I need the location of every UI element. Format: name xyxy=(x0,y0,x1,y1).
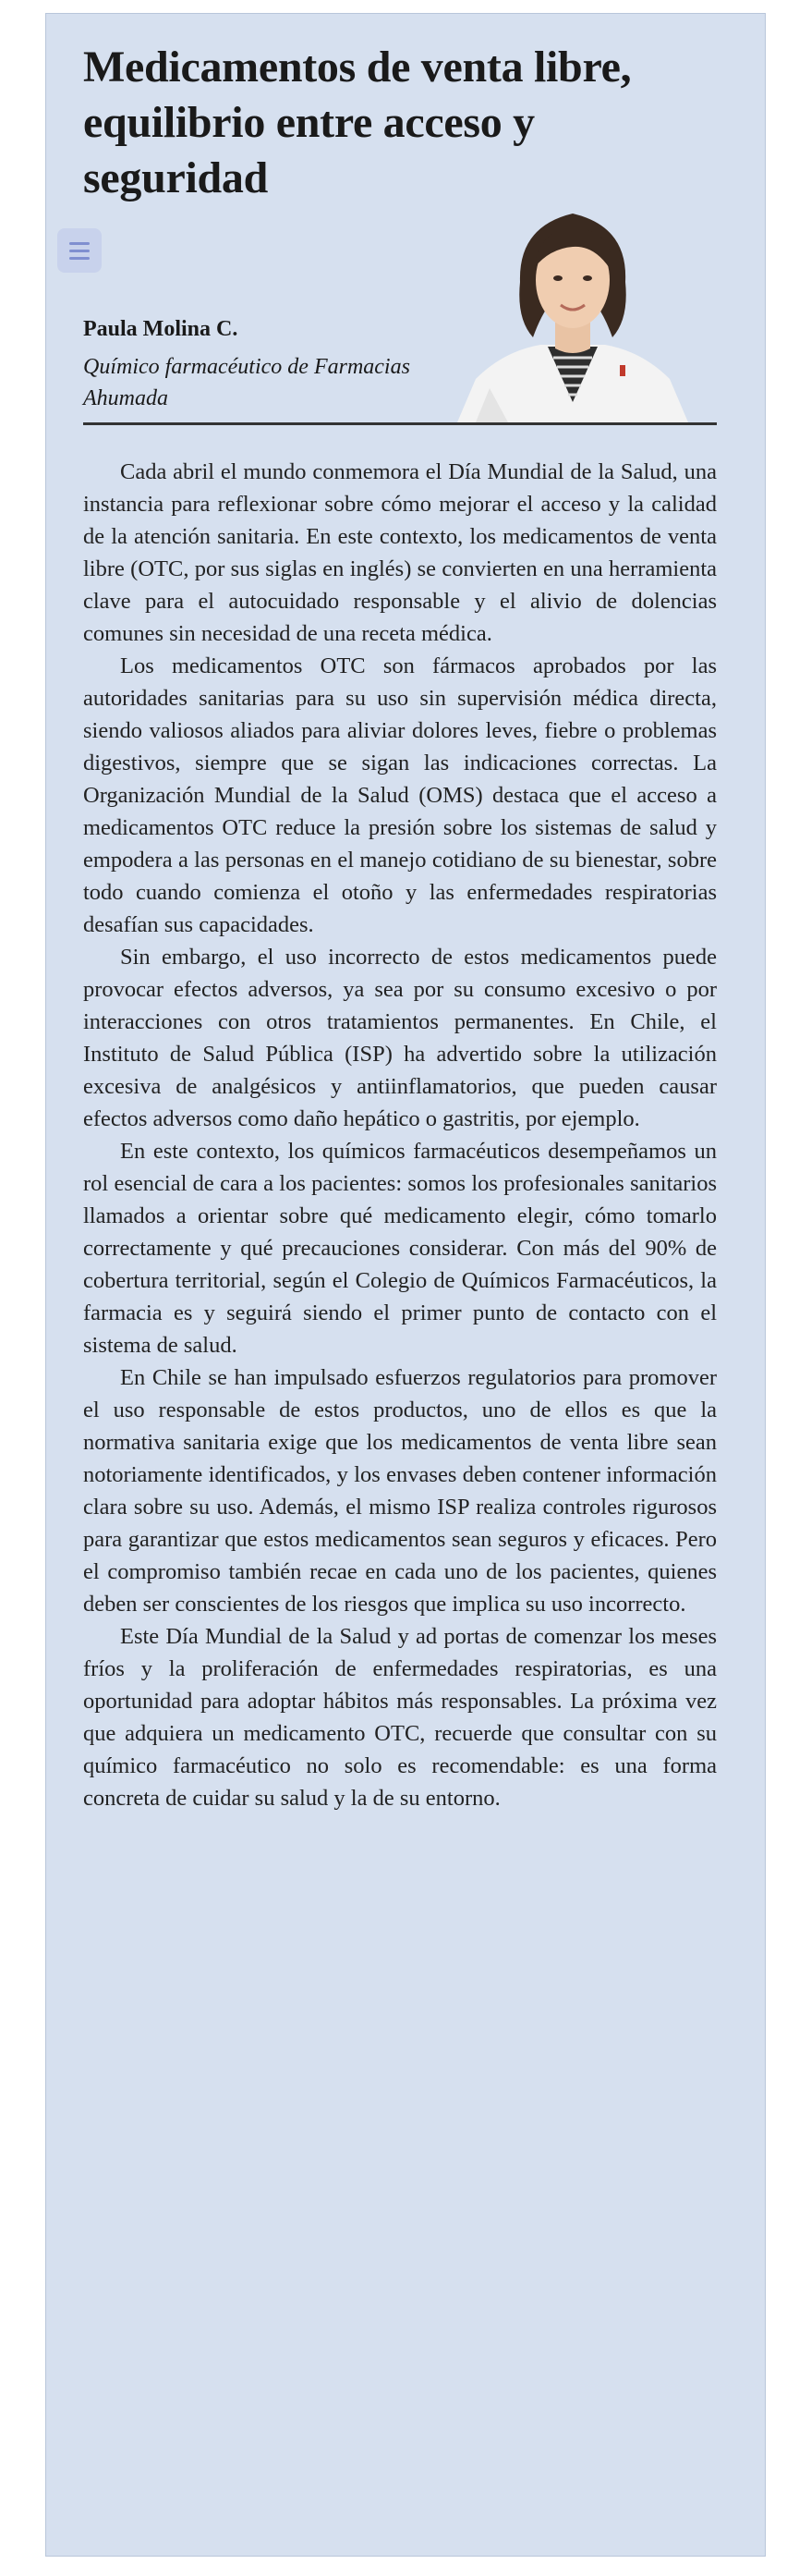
news-clipping xyxy=(45,13,766,2557)
article-paragraph: Este Día Mundial de la Salud y ad portas de comenzar los meses fríos y la proliferación de enfermedades respiratorias, es una oportunidad para adoptar hábitos más responsables. La próxima vez que adquiera un medicamento OTC, recuerde que consultar con su químico farmacéutico no solo es recomendable: es una forma concreta de cuidar su salud y la de su entorno. xyxy=(83,1624,717,1811)
author-portrait-image xyxy=(439,180,707,422)
separator-rule xyxy=(83,422,717,425)
article-paragraph: En Chile se han impulsado esfuerzos regulatorios para promover el uso responsable de estos productos, uno de ellos es que la normativa sanitaria exige que los medicamentos de venta libre sean notoriamente identificados, y los envases deben contener información clara sobre su uso. Además, el mismo ISP realiza controles rigurosos para garantizar que estos medicamentos sean seguros y eficaces. Pero el compromiso también recae en cada uno de los pacientes, quienes deben ser conscientes de los riesgos que implica su uso incorrecto. xyxy=(83,1365,717,1617)
author-role: Químico farmacéutico de Farmacias Ahumada xyxy=(83,355,410,410)
hamburger-menu-icon xyxy=(69,242,90,245)
menu-button[interactable] xyxy=(57,228,102,273)
article-paragraph: En este contexto, los químicos farmacéuticos desempeñamos un rol esencial de cara a los pacientes: somos los profesionales sanitarios llamados a orientar sobre qué medicamento elegir, cómo tomarlo correctamente y qué precauciones considerar. Con más del 90% de cobertura territorial, según el Colegio de Químicos Farmacéuticos, la farmacia es y seguirá siendo el primer punto de contacto con el sistema de salud. xyxy=(83,1139,717,1358)
article-paragraph: Sin embargo, el uso incorrecto de estos medicamentos puede provocar efectos adversos, ya sea por su consumo excesivo o por interacciones con otros tratamientos permanentes. En Chile, el Instituto de Salud Pública (ISP) ha advertido sobre la utilización excesiva de analgésicos y antiinflamatorios, que pueden causar efectos adversos como daño hepático o gastritis, por ejemplo. xyxy=(83,945,717,1131)
article-body xyxy=(83,456,717,1814)
article-title: Medicamentos de venta libre, equilibrio entre acceso y seguridad xyxy=(83,43,632,202)
author-photo xyxy=(439,180,707,422)
article-paragraph: Cada abril el mundo conmemora el Día Mundial de la Salud, una instancia para reflexionar sobre cómo mejorar el acceso y la calidad de la atención sanitaria. En este contexto, los medicamentos de venta libre (OTC, por sus siglas en inglés) se convierten en una herramienta clave para el autocuidado responsable y el alivio de dolencias comunes sin necesidad de una receta médica. xyxy=(83,459,717,646)
author-name: Paula Molina C. xyxy=(83,317,238,341)
article-paragraph: Los medicamentos OTC son fármacos aprobados por las autoridades sanitarias para su uso sin supervisión médica directa, siendo valiosos aliados para aliviar dolores leves, fiebre o problemas digestivos, siempre que se sigan las indicaciones correctas. La Organización Mundial de la Salud (OMS) destaca que el acceso a medicamentos OTC reduce la presión sobre los sistemas de salud y empodera a las personas en el manejo cotidiano de su bienestar, sobre todo cuando comienza el otoño y las enfermedades respiratorias desafían sus capacidades. xyxy=(83,653,717,937)
